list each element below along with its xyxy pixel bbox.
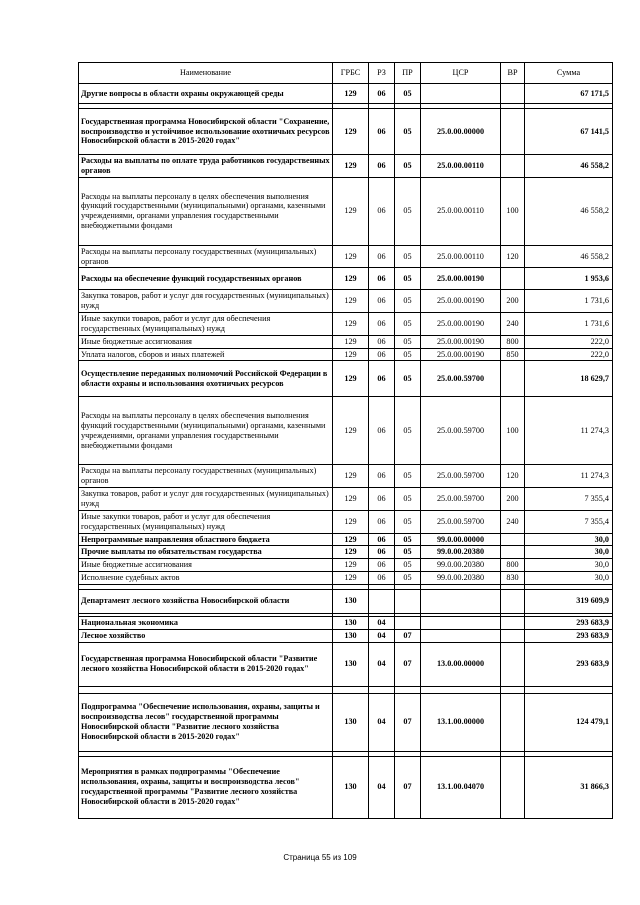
table-body	[79, 84, 613, 819]
cell-name: Закупка товаров, работ и услуг для государственных (муниципальных) нужд	[79, 488, 333, 511]
table-row	[79, 348, 613, 361]
cell-sum: 319 609,9	[525, 589, 613, 613]
table-row	[79, 546, 613, 559]
cell-name: Иные бюджетные ассигнования	[79, 559, 333, 572]
cell-vr	[501, 268, 525, 290]
cell-sum: 1 731,6	[525, 313, 613, 336]
cell-rz: 06	[369, 465, 395, 488]
table-row	[79, 510, 613, 533]
cell-sum: 11 274,3	[525, 465, 613, 488]
cell-pr: 05	[395, 177, 421, 245]
cell-grbs: 129	[333, 290, 369, 313]
cell-pr: 05	[395, 109, 421, 155]
cell-grbs: 129	[333, 546, 369, 559]
cell-pr: 07	[395, 642, 421, 686]
cell-sum: 293 683,9	[525, 642, 613, 686]
table-row	[79, 465, 613, 488]
cell-rz: 06	[369, 109, 395, 155]
cell-name: Государственная программа Новосибирской области "Развитие лесного хозяйства Новосибирской области в 2015-2020 годах"	[79, 642, 333, 686]
cell-rz: 04	[369, 616, 395, 629]
cell-pr: 05	[395, 465, 421, 488]
table-row	[79, 629, 613, 642]
cell-rz: 06	[369, 488, 395, 511]
table-row	[79, 155, 613, 178]
cell-name: Лесное хозяйство	[79, 629, 333, 642]
cell-rz: 04	[369, 693, 395, 751]
cell-pr: 05	[395, 572, 421, 585]
cell-pr: 07	[395, 756, 421, 818]
table-row	[79, 313, 613, 336]
cell-sum: 293 683,9	[525, 629, 613, 642]
cell-sum: 7 355,4	[525, 510, 613, 533]
page-number: Страница 55 из 109	[283, 853, 357, 862]
cell-grbs: 129	[333, 268, 369, 290]
cell-name: Расходы на выплаты по оплате труда работников государственных органов	[79, 155, 333, 178]
cell-name: Расходы на выплаты персоналу государственных (муниципальных) органов	[79, 465, 333, 488]
cell-rz: 06	[369, 155, 395, 178]
table-row	[79, 84, 613, 104]
cell-rz: 06	[369, 572, 395, 585]
cell-vr	[501, 533, 525, 546]
cell-rz: 06	[369, 510, 395, 533]
cell-pr: 05	[395, 245, 421, 268]
cell-csr: 25.0.00.00190	[421, 268, 501, 290]
budget-table	[78, 62, 613, 819]
cell-sum: 30,0	[525, 572, 613, 585]
cell-pr: 05	[395, 335, 421, 348]
cell-pr: 05	[395, 84, 421, 104]
cell-csr: 25.0.00.00190	[421, 313, 501, 336]
cell-pr: 05	[395, 313, 421, 336]
cell-rz: 06	[369, 313, 395, 336]
cell-csr	[421, 84, 501, 104]
cell-pr: 05	[395, 361, 421, 397]
cell-csr: 25.0.00.00000	[421, 109, 501, 155]
cell-rz	[369, 589, 395, 613]
cell-pr: 05	[395, 559, 421, 572]
cell-grbs: 129	[333, 510, 369, 533]
cell-sum: 30,0	[525, 559, 613, 572]
cell-pr: 05	[395, 348, 421, 361]
cell-name: Расходы на обеспечение функций государственных органов	[79, 268, 333, 290]
cell-sum: 67 171,5	[525, 84, 613, 104]
table-row	[79, 488, 613, 511]
table-row	[79, 756, 613, 818]
cell-vr: 200	[501, 488, 525, 511]
cell-name: Расходы на выплаты персоналу государственных (муниципальных) органов	[79, 245, 333, 268]
cell-vr	[501, 589, 525, 613]
cell-rz: 06	[369, 268, 395, 290]
cell-csr: 25.0.00.00190	[421, 290, 501, 313]
table-row	[79, 177, 613, 245]
header-name: Наименование	[79, 63, 333, 84]
table-row	[79, 533, 613, 546]
cell-sum: 222,0	[525, 348, 613, 361]
cell-name: Департамент лесного хозяйства Новосибирской области	[79, 589, 333, 613]
cell-rz: 06	[369, 245, 395, 268]
cell-vr: 200	[501, 290, 525, 313]
cell-rz: 06	[369, 290, 395, 313]
cell-csr: 25.0.00.00110	[421, 245, 501, 268]
cell-csr: 25.0.00.59700	[421, 361, 501, 397]
cell-csr: 25.0.00.00190	[421, 335, 501, 348]
cell-grbs: 129	[333, 572, 369, 585]
cell-name: Прочие выплаты по обязательствам государства	[79, 546, 333, 559]
cell-rz: 06	[369, 335, 395, 348]
cell-name: Уплата налогов, сборов и иных платежей	[79, 348, 333, 361]
cell-sum: 293 683,9	[525, 616, 613, 629]
cell-vr	[501, 546, 525, 559]
cell-name: Осуществление переданных полномочий Российской Федерации в области охраны и использования охотничьих ресурсов	[79, 361, 333, 397]
cell-name: Государственная программа Новосибирской области "Сохранение, воспроизводство и устойчивое использование охотничьих ресурсов Новосибирской области в 2015-2020 годах"	[79, 109, 333, 155]
header-rz: РЗ	[369, 63, 395, 84]
cell-rz: 04	[369, 629, 395, 642]
cell-csr: 13.0.00.00000	[421, 642, 501, 686]
cell-vr: 100	[501, 177, 525, 245]
header-sum: Сумма	[525, 63, 613, 84]
cell-sum: 46 558,2	[525, 177, 613, 245]
cell-pr	[395, 616, 421, 629]
cell-csr: 25.0.00.59700	[421, 397, 501, 465]
cell-name: Подпрограмма "Обеспечение использования, охраны, защиты и воспроизводства лесов" государственной программы Новосибирской области "Развитие лесного хозяйства Новосибирской области в 2015-2020 годах"	[79, 693, 333, 751]
cell-rz: 04	[369, 756, 395, 818]
cell-vr	[501, 693, 525, 751]
cell-name: Расходы на выплаты персоналу в целях обеспечения выполнения функций государственными (муниципальными) органами, казенными учреждениями, органами управления государственными внебюджетными фондами	[79, 397, 333, 465]
cell-name: Расходы на выплаты персоналу в целях обеспечения выполнения функций государственными (муниципальными) органами, казенными учреждениями, органами управления государственными внебюджетными фондами	[79, 177, 333, 245]
cell-sum: 67 141,5	[525, 109, 613, 155]
cell-grbs: 130	[333, 616, 369, 629]
cell-grbs: 129	[333, 177, 369, 245]
cell-vr	[501, 361, 525, 397]
header-vr: ВР	[501, 63, 525, 84]
table-row	[79, 616, 613, 629]
cell-vr: 100	[501, 397, 525, 465]
header-grbs: ГРБС	[333, 63, 369, 84]
table-row	[79, 268, 613, 290]
cell-sum: 1 731,6	[525, 290, 613, 313]
table-row	[79, 245, 613, 268]
cell-grbs: 130	[333, 693, 369, 751]
cell-vr: 120	[501, 465, 525, 488]
cell-rz: 06	[369, 546, 395, 559]
cell-name: Иные закупки товаров, работ и услуг для обеспечения государственных (муниципальных) нужд	[79, 510, 333, 533]
cell-grbs: 130	[333, 756, 369, 818]
cell-sum: 11 274,3	[525, 397, 613, 465]
cell-grbs: 129	[333, 109, 369, 155]
cell-csr: 99.0.00.20380	[421, 559, 501, 572]
cell-grbs: 129	[333, 533, 369, 546]
cell-pr: 05	[395, 268, 421, 290]
cell-pr: 05	[395, 290, 421, 313]
cell-vr	[501, 756, 525, 818]
cell-csr: 99.0.00.00000	[421, 533, 501, 546]
cell-vr: 800	[501, 559, 525, 572]
cell-pr: 05	[395, 397, 421, 465]
cell-csr: 25.0.00.59700	[421, 465, 501, 488]
cell-pr: 05	[395, 488, 421, 511]
cell-rz: 06	[369, 559, 395, 572]
cell-pr: 07	[395, 629, 421, 642]
cell-pr: 07	[395, 693, 421, 751]
cell-vr	[501, 616, 525, 629]
cell-grbs: 129	[333, 348, 369, 361]
cell-sum: 1 953,6	[525, 268, 613, 290]
cell-rz: 04	[369, 642, 395, 686]
cell-csr	[421, 629, 501, 642]
cell-name: Иные бюджетные ассигнования	[79, 335, 333, 348]
header-pr: ПР	[395, 63, 421, 84]
table-row	[79, 572, 613, 585]
cell-csr	[421, 589, 501, 613]
cell-sum: 31 866,3	[525, 756, 613, 818]
cell-sum: 30,0	[525, 546, 613, 559]
cell-csr: 25.0.00.00110	[421, 177, 501, 245]
cell-name: Исполнение судебных актов	[79, 572, 333, 585]
cell-pr: 05	[395, 533, 421, 546]
table-row	[79, 642, 613, 686]
cell-name: Закупка товаров, работ и услуг для государственных (муниципальных) нужд	[79, 290, 333, 313]
cell-sum: 124 479,1	[525, 693, 613, 751]
cell-grbs: 130	[333, 642, 369, 686]
cell-vr	[501, 629, 525, 642]
cell-grbs: 129	[333, 465, 369, 488]
cell-csr: 25.0.00.00190	[421, 348, 501, 361]
table-row	[79, 693, 613, 751]
cell-sum: 46 558,2	[525, 245, 613, 268]
cell-grbs: 129	[333, 397, 369, 465]
cell-name: Иные закупки товаров, работ и услуг для обеспечения государственных (муниципальных) нужд	[79, 313, 333, 336]
cell-sum: 18 629,7	[525, 361, 613, 397]
cell-csr: 25.0.00.59700	[421, 488, 501, 511]
cell-pr: 05	[395, 546, 421, 559]
cell-sum: 222,0	[525, 335, 613, 348]
cell-grbs: 129	[333, 84, 369, 104]
table-row	[79, 559, 613, 572]
table-row	[79, 397, 613, 465]
cell-grbs: 129	[333, 559, 369, 572]
cell-grbs: 129	[333, 245, 369, 268]
cell-pr	[395, 589, 421, 613]
cell-vr: 240	[501, 313, 525, 336]
cell-csr: 13.1.00.00000	[421, 693, 501, 751]
table-row	[79, 335, 613, 348]
cell-csr: 99.0.00.20380	[421, 546, 501, 559]
cell-pr: 05	[395, 155, 421, 178]
cell-pr: 05	[395, 510, 421, 533]
table-row	[79, 290, 613, 313]
cell-vr	[501, 642, 525, 686]
cell-grbs: 129	[333, 313, 369, 336]
table-row	[79, 109, 613, 155]
cell-grbs: 129	[333, 155, 369, 178]
cell-vr	[501, 109, 525, 155]
cell-vr: 240	[501, 510, 525, 533]
table-row	[79, 361, 613, 397]
cell-csr	[421, 616, 501, 629]
table-row	[79, 589, 613, 613]
cell-vr: 830	[501, 572, 525, 585]
table-header	[79, 63, 613, 84]
cell-grbs: 129	[333, 488, 369, 511]
cell-rz: 06	[369, 177, 395, 245]
cell-rz: 06	[369, 348, 395, 361]
cell-vr	[501, 84, 525, 104]
cell-name: Непрограммные направления областного бюджета	[79, 533, 333, 546]
cell-name: Национальная экономика	[79, 616, 333, 629]
cell-rz: 06	[369, 84, 395, 104]
cell-name: Другие вопросы в области охраны окружающей среды	[79, 84, 333, 104]
cell-rz: 06	[369, 361, 395, 397]
cell-grbs: 129	[333, 335, 369, 348]
cell-rz: 06	[369, 533, 395, 546]
cell-vr: 850	[501, 348, 525, 361]
cell-grbs: 130	[333, 629, 369, 642]
header-csr: ЦСР	[421, 63, 501, 84]
cell-sum: 7 355,4	[525, 488, 613, 511]
cell-grbs: 129	[333, 361, 369, 397]
cell-csr: 13.1.00.04070	[421, 756, 501, 818]
cell-grbs: 130	[333, 589, 369, 613]
cell-vr: 120	[501, 245, 525, 268]
table-row-spacer	[79, 686, 613, 693]
cell-vr	[501, 155, 525, 178]
cell-csr: 99.0.00.20380	[421, 572, 501, 585]
cell-sum: 46 558,2	[525, 155, 613, 178]
cell-vr: 800	[501, 335, 525, 348]
cell-name: Мероприятия в рамках подпрограммы "Обеспечение использования, охраны, защиты и воспроизводства лесов" государственной программы "Развитие лесного хозяйства Новосибирской области в 2015-2020 годах"	[79, 756, 333, 818]
cell-sum: 30,0	[525, 533, 613, 546]
cell-rz: 06	[369, 397, 395, 465]
cell-csr: 25.0.00.59700	[421, 510, 501, 533]
cell-csr: 25.0.00.00110	[421, 155, 501, 178]
